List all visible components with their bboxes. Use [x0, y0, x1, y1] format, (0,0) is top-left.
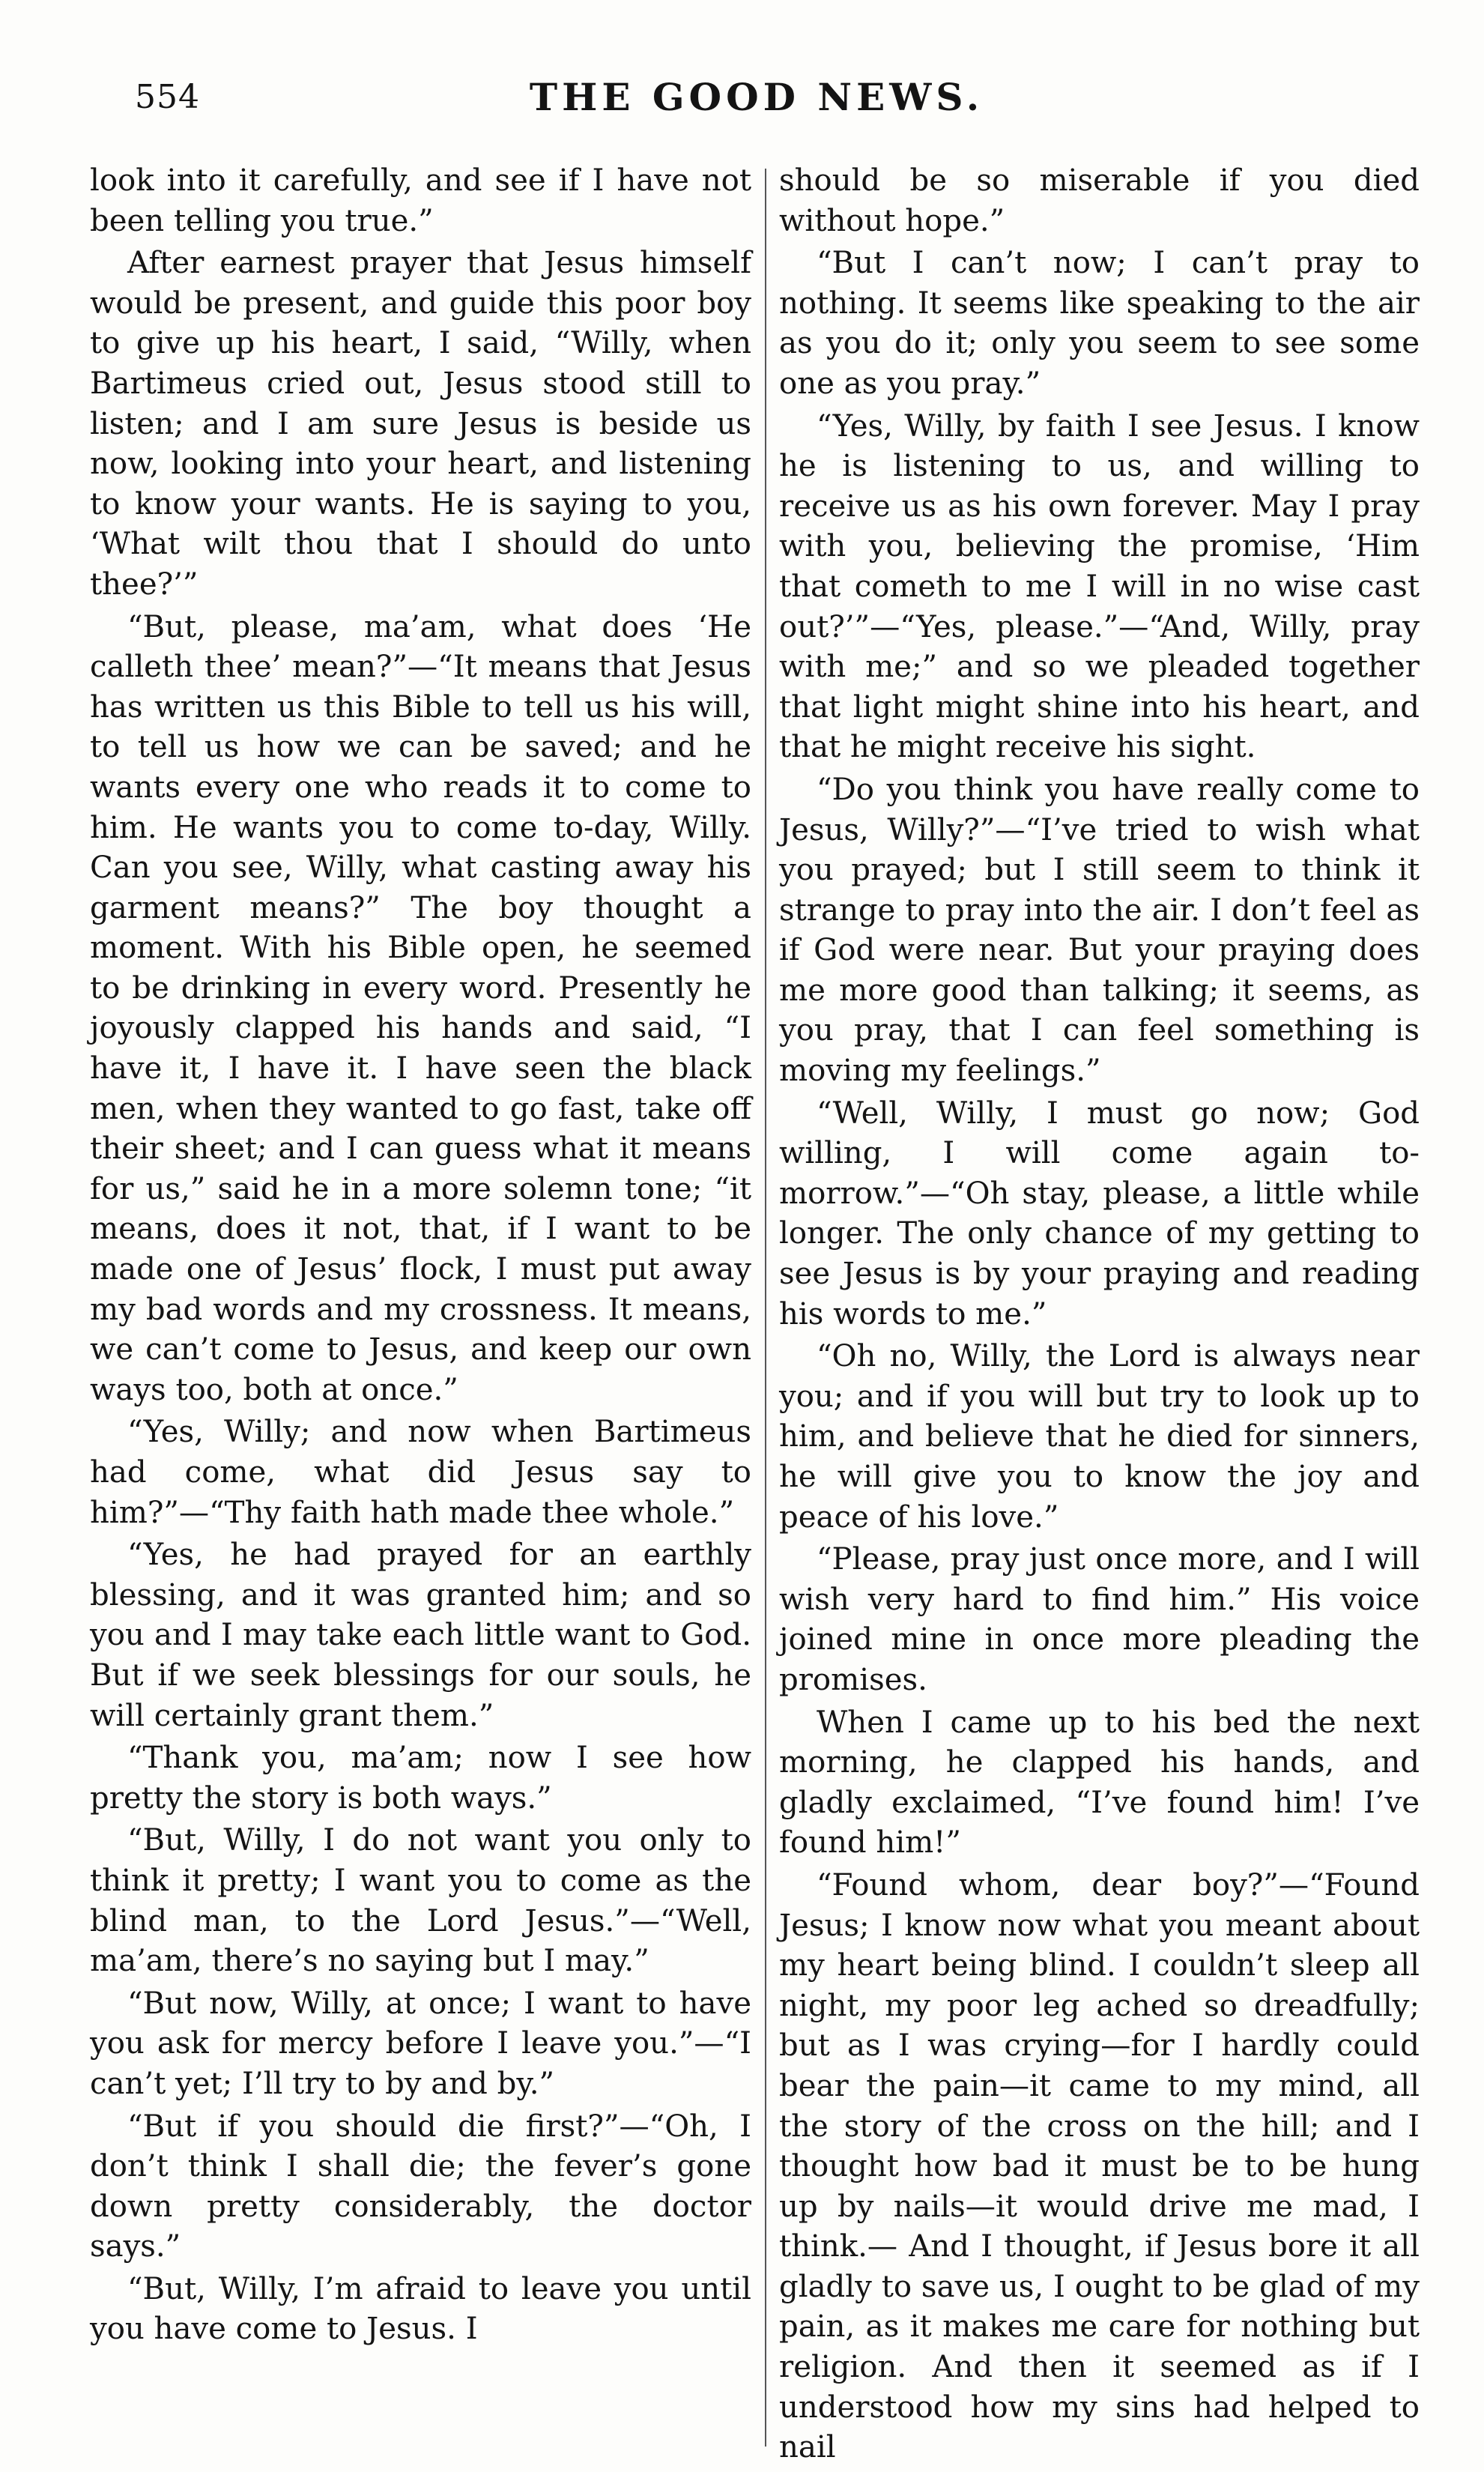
paragraph: “Yes, Willy, by faith I see Jesus. I know he is listening to us, and willing to receive us as his own forever. May I pray with you, believing the promise, ‘Him that cometh to me I will in no wise cast out?’”—“Yes, please.”—“And, Willy, pray with me;” and so we pleaded together that light might shine into his heart, and that he might receive his sight.	[779, 408, 1420, 765]
paragraph: “But now, Willy, at once; I want to have you ask for mercy before I leave you.”—“I can’t yet; I’ll try to by and by.”	[90, 1986, 751, 2101]
paragraph: “Found whom, dear boy?”—“Found Jesus; I know now what you meant about my heart being blind. I couldn’t sleep all night, my poor leg ached so dreadfully; but as I was crying—for I hardly could bear the pain—it came to my mind, all the story of the cross on the hill; and I thought how bad it must be to be hung up by nails—it would drive me mad, I think.— And I thought, if Jesus bore it all gladly to save us, I ought to be glad of my pain, as it makes me care for nothing but religion. And then it seemed as if I understood how my sins had helped to nail	[779, 1867, 1420, 2465]
running-header	[82, 69, 1431, 136]
paragraph: should be so miserable if you died without hope.”	[779, 163, 1420, 238]
page-number: 554	[135, 78, 200, 116]
right-column	[779, 161, 1420, 2465]
paragraph: “But, Willy, I’m afraid to leave you until you have come to Jesus. I	[90, 2271, 751, 2347]
paragraph: “Thank you, ma’am; now I see how pretty the story is both ways.”	[90, 1741, 751, 1816]
paragraph: “But, Willy, I do not want you only to think it pretty; I want you to come as the blind man, to the Lord Jesus.”—“Well, ma’am, there’s no saying but I may.”	[90, 1823, 751, 1979]
paragraph: “Do you think you have really come to Jesus, Willy?”—“I’ve tried to wish what you prayed; but I still seem to think it strange to pray into the air. I don’t feel as if God were near. But your praying does me more good than talking; it seems, as you pray, that I can feel something is moving my feelings.”	[779, 772, 1420, 1089]
paragraph: “Yes, Willy; and now when Bartimeus had come, what did Jesus say to him?”—“Thy faith hath made thee whole.”	[90, 1415, 751, 1530]
column-rule	[765, 169, 766, 2447]
paragraph: “But I can’t now; I can’t pray to nothing. It seems like speaking to the air as you do it; only you seem to see some one as you pray.”	[779, 246, 1420, 401]
paragraph: “Yes, he had prayed for an earthly blessing, and it was granted him; and so you and I may take each little want to God. But if we seek blessings for our souls, he will certainly grant them.”	[90, 1538, 751, 1733]
paragraph: “Please, pray just once more, and I will wish very hard to find him.” His voice joined mine in once more pleading the promises.	[779, 1542, 1420, 1697]
running-title: THE GOOD NEWS.	[529, 75, 984, 119]
paragraph: “But, please, ma’am, what does ‘He calleth thee’ mean?”—“It means that Jesus has written us this Bible to tell us his will, to tell us how we can be saved; and he wants every one who reads it to come to him. He wants you to come to-day, Willy. Can you see, Willy, what casting away his garment means?” The boy thought a moment. With his Bible open, he seemed to be drinking in every word. Presently he joyously clapped his hands and said, “I have it, I have it. I have seen the black men, when they wanted to go fast, take off their sheet; and I can guess what it means for us,” said he in a more solemn tone; “it means, does it not, that, if I want to be made one of Jesus’ flock, I must put away my bad words and my crossness. It means, we can’t come to Jesus, and keep our own ways too, both at once.”	[90, 609, 751, 1407]
paragraph: After earnest prayer that Jesus himself would be present, and guide this poor boy to give up his heart, I said, “Willy, when Bartimeus cried out, Jesus stood still to listen; and I am sure Jesus is beside us now, looking into your heart, and listening to know your wants. He is saying to you, ‘What wilt thou that I should do unto thee?’”	[90, 246, 751, 602]
paragraph: “Oh no, Willy, the Lord is always near you; and if you will but try to look up to him, and believe that he died for sinners, he will give you to know the joy and peace of his love.”	[779, 1339, 1420, 1535]
paragraph: “But if you should die first?”—“Oh, I don’t think I shall die; the fever’s gone down pretty considerably, the doctor says.”	[90, 2109, 751, 2264]
paragraph: When I came up to his bed the next morning, he clapped his hands, and gladly exclaimed, “I’ve found him! I’ve found him!”	[779, 1705, 1420, 1861]
paragraph: look into it carefully, and see if I have not been telling you true.”	[90, 163, 751, 238]
paragraph: “Well, Willy, I must go now; God willing, I will come again to-morrow.”—“Oh stay, please, a little while longer. The only chance of my getting to see Jesus is by your praying and reading his words to me.”	[779, 1096, 1420, 1332]
left-column	[90, 161, 751, 2447]
